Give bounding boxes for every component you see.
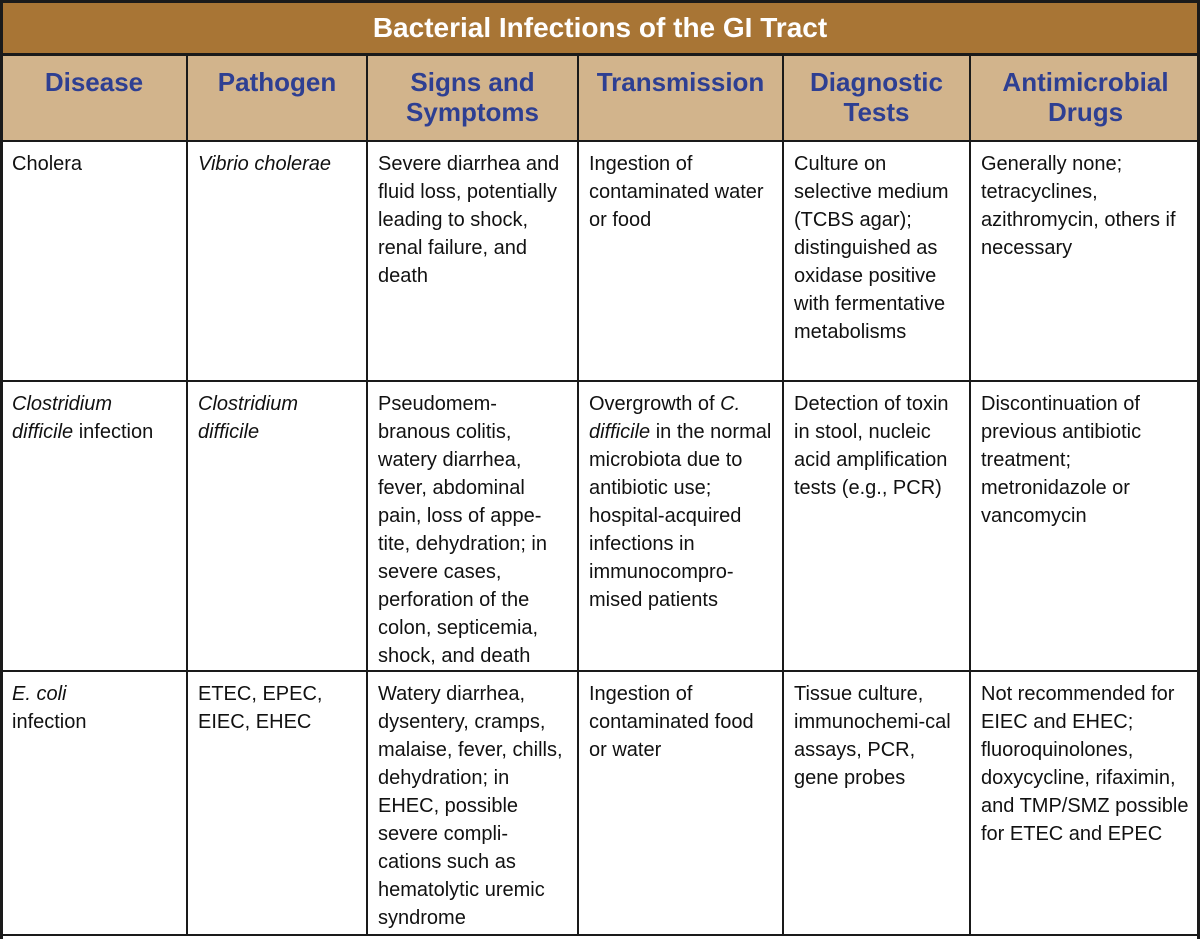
cell-drugs: Not recommended for EIEC and EHEC; fluoroquinolones, doxycycline, rifaximin, and TMP/SMZ possible for ETEC and EPEC: [970, 671, 1200, 935]
cell-drugs: Discontinuation of previous antibiotic treatment; metronidazole or vancomycin: [970, 381, 1200, 671]
cell-drugs: Generally none; tetracyclines, azithromycin, others if necessary: [970, 141, 1200, 381]
transmission-italic: C. difficile: [589, 393, 741, 443]
cell-signs: Watery diarrhea, dysentery, cramps, malaise, fever, chills, dehydration; in EHEC, possible severe compli-cations such as hematolytic uremic syndrome: [367, 671, 578, 935]
cell-transmission: [578, 381, 783, 671]
table-title: Bacterial Infections of the GI Tract: [0, 0, 1200, 56]
cell-diagnostic: Tissue culture, immunochemi-cal assays, PCR, gene probes: [783, 671, 970, 935]
header-signs: Signs and Symptoms: [367, 55, 578, 141]
disease-italic: Clostridium difficile: [12, 393, 113, 443]
cell-disease: Cholera: [1, 141, 187, 381]
cell-signs: Pseudomem-branous colitis, watery diarrhea, fever, abdominal pain, loss of appe-tite, dehydration; in severe cases, perforation of the colon, septicemia, shock, and death: [367, 381, 578, 671]
cell-diagnostic: Culture on selective medium (TCBS agar); distinguished as oxidase positive with fermentative metabolisms: [783, 141, 970, 381]
cell-disease: [1, 671, 187, 935]
cell-disease: [1, 381, 187, 671]
disease-rest: infection: [78, 421, 154, 443]
header-transmission: Transmission: [578, 55, 783, 141]
header-diagnostic: Diagnostic Tests: [783, 55, 970, 141]
header-row: [1, 55, 1200, 141]
table-row: [1, 381, 1200, 671]
cell-pathogen: Clostridium difficile: [187, 381, 367, 671]
transmission-post: in the normal microbiota due to antibiotic use; hospital-acquired infections in immunocompro-mised patients: [589, 421, 772, 611]
header-pathogen: Pathogen: [187, 55, 367, 141]
header-drugs: Antimicrobial Drugs: [970, 55, 1200, 141]
cell-transmission: Ingestion of contaminated food or water: [578, 671, 783, 935]
table-row: [1, 671, 1200, 935]
cell-signs: Severe diarrhea and fluid loss, potentially leading to shock, renal failure, and death: [367, 141, 578, 381]
cell-transmission: Ingestion of contaminated water or food: [578, 141, 783, 381]
cell-pathogen: Vibrio cholerae: [187, 141, 367, 381]
cell-pathogen: ETEC, EPEC, EIEC, EHEC: [187, 671, 367, 935]
outer-border-left: [0, 54, 3, 939]
infections-table: [0, 54, 1200, 936]
cell-diagnostic: Detection of toxin in stool, nucleic acid amplification tests (e.g., PCR): [783, 381, 970, 671]
disease-italic: E. coli: [12, 683, 67, 705]
table-row: [1, 141, 1200, 381]
header-disease: Disease: [1, 55, 187, 141]
disease-rest: infection: [12, 711, 87, 733]
transmission-pre: Overgrowth of: [589, 393, 715, 415]
